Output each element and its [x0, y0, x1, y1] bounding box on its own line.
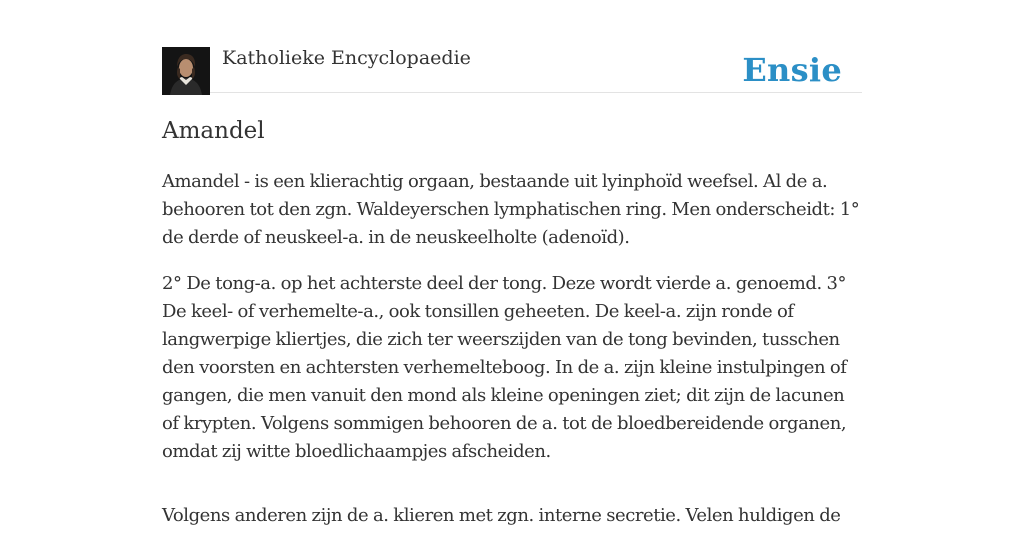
- portrait-avatar-icon[interactable]: [162, 47, 210, 95]
- article-paragraph: Amandel - is een klierachtig orgaan, bestaande uit lyinphoïd weefsel. Al de a. behooren tot den zgn. Waldeyerschen lymphatischen ring. Men onderscheidt: 1° de derde of neuskeel-a. in de neuskeelholte (adenoïd).: [162, 171, 860, 248]
- article-paragraph: 2° De tong-a. op het achterste deel der tong. Deze wordt vierde a. genoemd. 3° De keel- of verhemelte-a., ook tonsillen geheeten. De keel-a. zijn ronde of langwerpige kliertjes, die zich ter weerszijden van de tong bevinden, tusschen den voorsten en achtersten verhemelteboog. In de a. zijn kleine instulpingen of gangen, die men vanuit den mond als kleine openingen ziet; dit zijn de lacunen of krypten. Volgens sommigen behooren de a. tot de bloedbereidende organen, omdat zij witte bloedlichaampjes afscheiden.: [162, 273, 847, 462]
- site-header: [162, 0, 862, 93]
- article-body: [162, 168, 862, 548]
- ensie-logo[interactable]: Ensie: [742, 51, 842, 89]
- article-paragraph: Volgens anderen zijn de a. klieren met zgn. interne secretie. Velen huldigen de: [162, 505, 841, 526]
- article-title: Amandel: [162, 118, 265, 144]
- page-container: [162, 0, 862, 526]
- site-name[interactable]: Katholieke Encyclopaedie: [222, 47, 471, 69]
